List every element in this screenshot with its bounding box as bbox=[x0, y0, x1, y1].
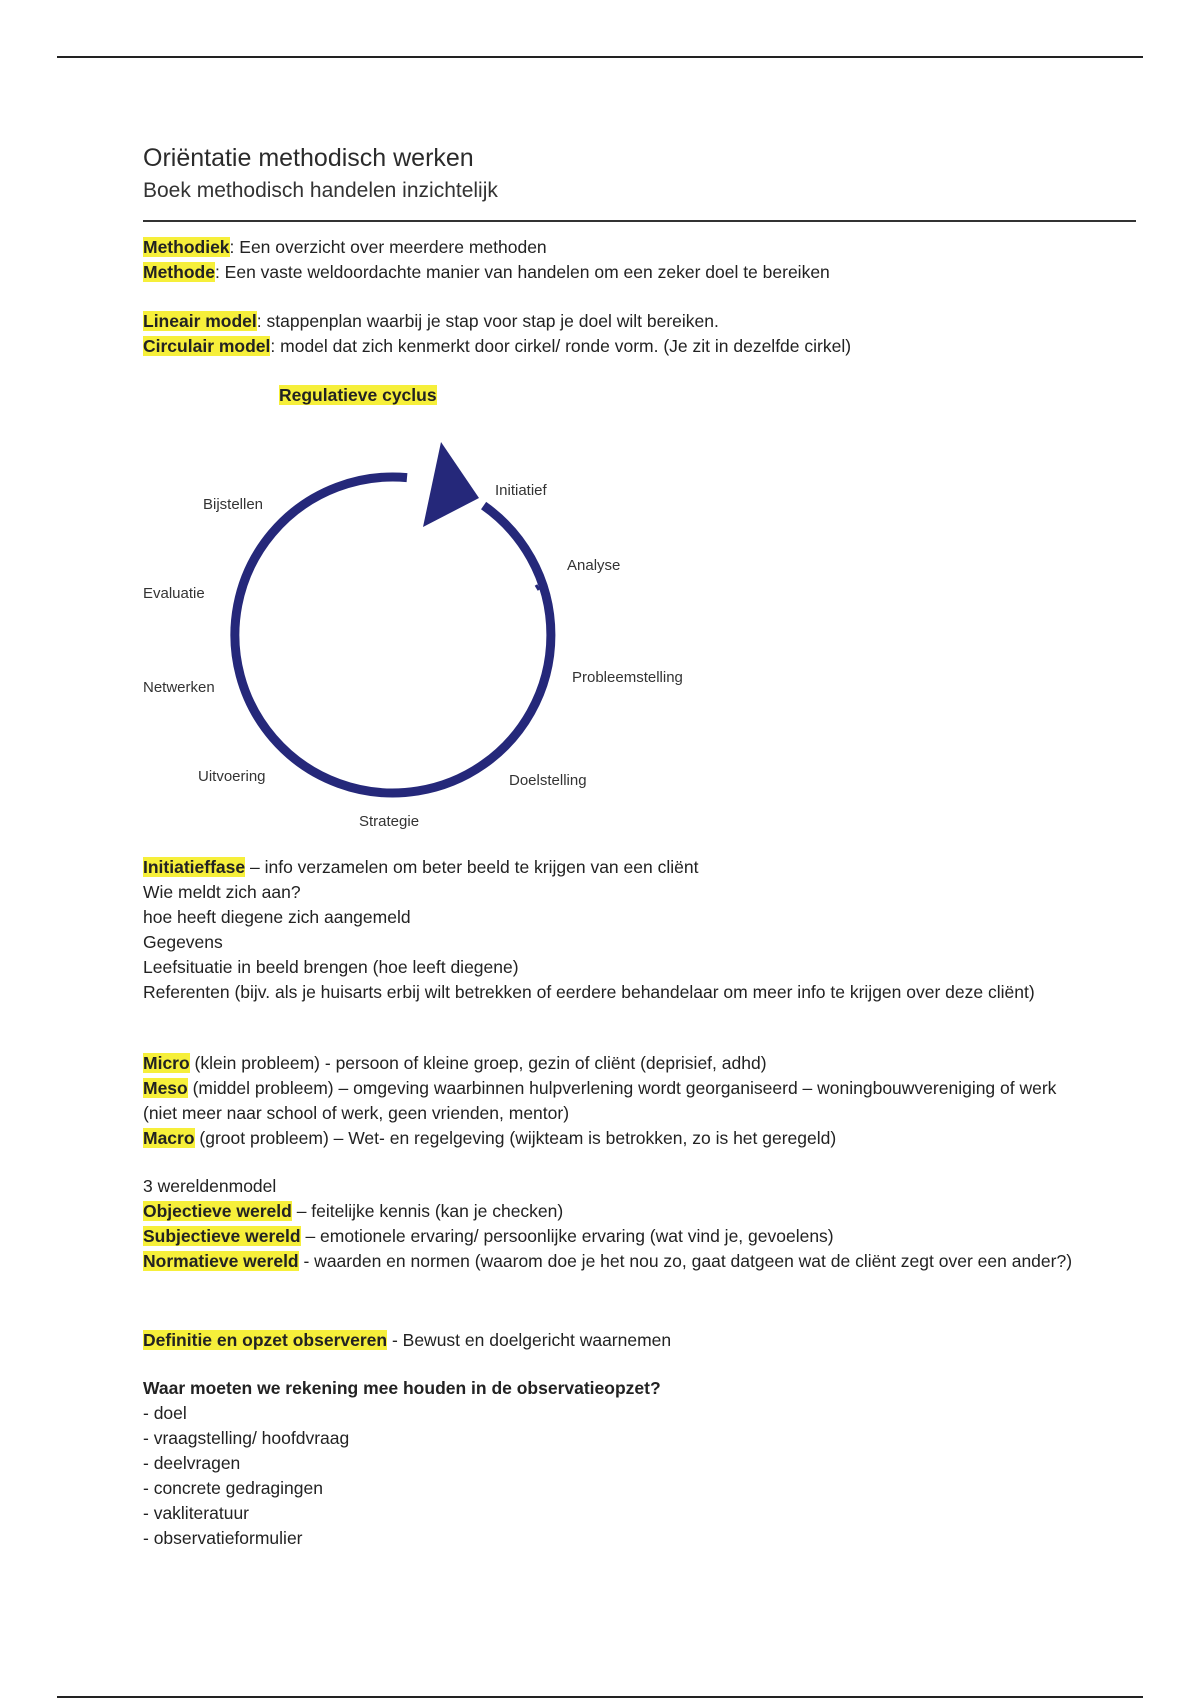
checklist-block bbox=[143, 1376, 1083, 1551]
level-micro bbox=[143, 1051, 1083, 1076]
definition-methode bbox=[143, 260, 1083, 285]
term-highlight: Normatieve wereld bbox=[143, 1251, 299, 1271]
term-highlight: Circulair model bbox=[143, 336, 271, 356]
checklist-item: - observatieformulier bbox=[143, 1528, 303, 1548]
page-title: Oriëntatie methodisch werken bbox=[143, 144, 474, 172]
observe-block bbox=[143, 1328, 1083, 1353]
initiatiefase-line: Gegevens bbox=[143, 932, 223, 952]
page-subtitle: Boek methodisch handelen inzichtelijk bbox=[143, 179, 498, 202]
worlds-heading: 3 wereldenmodel bbox=[143, 1176, 277, 1196]
checklist-item: - vraagstelling/ hoofdvraag bbox=[143, 1428, 350, 1448]
levels-block bbox=[143, 1051, 1083, 1151]
model-circulair bbox=[143, 334, 1083, 359]
label-bijstellen: Bijstellen bbox=[203, 496, 264, 513]
label-strategie: Strategie bbox=[359, 813, 420, 830]
label-uitvoering: Uitvoering bbox=[198, 768, 266, 785]
diagram-title-text: Regulatieve cyclus bbox=[279, 385, 437, 405]
term-highlight: Macro bbox=[143, 1128, 195, 1148]
page-top-rule bbox=[57, 56, 1143, 58]
term-highlight: Methode bbox=[143, 262, 215, 282]
label-netwerken: Netwerken bbox=[143, 679, 215, 696]
initiatiefase-line: Referenten (bijv. als je huisarts erbij wilt betrekken of eerdere behandelaar om meer info te krijgen over deze cliënt) bbox=[143, 982, 1035, 1002]
label-analyse: Analyse bbox=[567, 557, 621, 574]
checklist-item: - deelvragen bbox=[143, 1453, 241, 1473]
definitions-block bbox=[143, 235, 1083, 285]
regulatieve-cyclus-diagram bbox=[143, 380, 843, 840]
world-text: – emotionele ervaring/ persoonlijke ervaring (wat vind je, gevoelens) bbox=[300, 1226, 834, 1246]
level-text: (middel probleem) – omgeving waarbinnen hulpverlening wordt georganiseerd – woningbouwvereniging of werk (niet meer naar school of werk, geen vrienden, mentor) bbox=[143, 1078, 1057, 1123]
world-text: - waarden en normen (waarom doe je het nou zo, gaat datgeen wat de cliënt zegt over een ander?) bbox=[298, 1251, 1073, 1271]
initiatiefase-text: – info verzamelen om beter beeld te krijgen van een cliënt bbox=[245, 857, 699, 877]
label-initiatief: Initiatief bbox=[495, 482, 547, 499]
term-highlight: Subjectieve wereld bbox=[143, 1226, 301, 1246]
initiatiefase-line: Wie meldt zich aan? bbox=[143, 882, 301, 902]
world-objectief bbox=[143, 1199, 1083, 1224]
initiatiefase-line: hoe heeft diegene zich aangemeld bbox=[143, 907, 411, 927]
label-evaluatie: Evaluatie bbox=[143, 585, 205, 602]
initiatiefase-heading bbox=[143, 855, 1083, 880]
level-text: (klein probleem) - persoon of kleine groep, gezin of cliënt (deprisief, adhd) bbox=[189, 1053, 767, 1073]
world-text: – feitelijke kennis (kan je checken) bbox=[291, 1201, 564, 1221]
title-divider bbox=[143, 220, 1136, 222]
checklist-item: - vakliteratuur bbox=[143, 1503, 250, 1523]
model-text: : model dat zich kenmerkt door cirkel/ ronde vorm. (Je zit in dezelfde cirkel) bbox=[270, 336, 852, 356]
observe-text: - Bewust en doelgericht waarnemen bbox=[387, 1330, 672, 1350]
term-highlight: Initiatieffase bbox=[143, 857, 246, 877]
world-normatief bbox=[143, 1249, 1083, 1274]
world-subjectief bbox=[143, 1224, 1083, 1249]
level-meso bbox=[143, 1076, 1083, 1126]
models-block bbox=[143, 309, 1083, 359]
checklist-item: - concrete gedragingen bbox=[143, 1478, 323, 1498]
model-lineair bbox=[143, 309, 1083, 334]
initiatiefase-line: Leefsituatie in beeld brengen (hoe leeft diegene) bbox=[143, 957, 519, 977]
definition-methodiek bbox=[143, 235, 1083, 260]
model-text: : stappenplan waarbij je stap voor stap je doel wilt bereiken. bbox=[256, 311, 719, 331]
checklist-item: - doel bbox=[143, 1403, 187, 1423]
label-probleemstelling: Probleemstelling bbox=[572, 669, 683, 686]
term-highlight: Micro bbox=[143, 1053, 190, 1073]
cycle-arc bbox=[235, 477, 551, 793]
initiatiefase-block bbox=[143, 855, 1083, 1005]
term-highlight: Methodiek bbox=[143, 237, 230, 257]
checklist-heading: Waar moeten we rekening mee houden in de observatieopzet? bbox=[143, 1378, 661, 1398]
level-text: (groot probleem) – Wet- en regelgeving (wijkteam is betrokken, zo is het geregeld) bbox=[194, 1128, 837, 1148]
term-highlight: Lineair model bbox=[143, 311, 257, 331]
page-bottom-rule bbox=[57, 1696, 1143, 1698]
term-highlight: Definitie en opzet observeren bbox=[143, 1330, 388, 1350]
definition-text: : Een vaste weldoordachte manier van handelen om een zeker doel te bereiken bbox=[214, 262, 830, 282]
term-highlight: Objectieve wereld bbox=[143, 1201, 292, 1221]
label-doelstelling: Doelstelling bbox=[509, 772, 587, 789]
term-highlight: Meso bbox=[143, 1078, 188, 1098]
worlds-block bbox=[143, 1174, 1083, 1274]
cycle-svg bbox=[143, 380, 843, 840]
cycle-arrowhead bbox=[423, 442, 479, 527]
definition-text: : Een overzicht over meerdere methoden bbox=[229, 237, 547, 257]
level-macro bbox=[143, 1126, 1083, 1151]
observe-definition bbox=[143, 1328, 1083, 1353]
